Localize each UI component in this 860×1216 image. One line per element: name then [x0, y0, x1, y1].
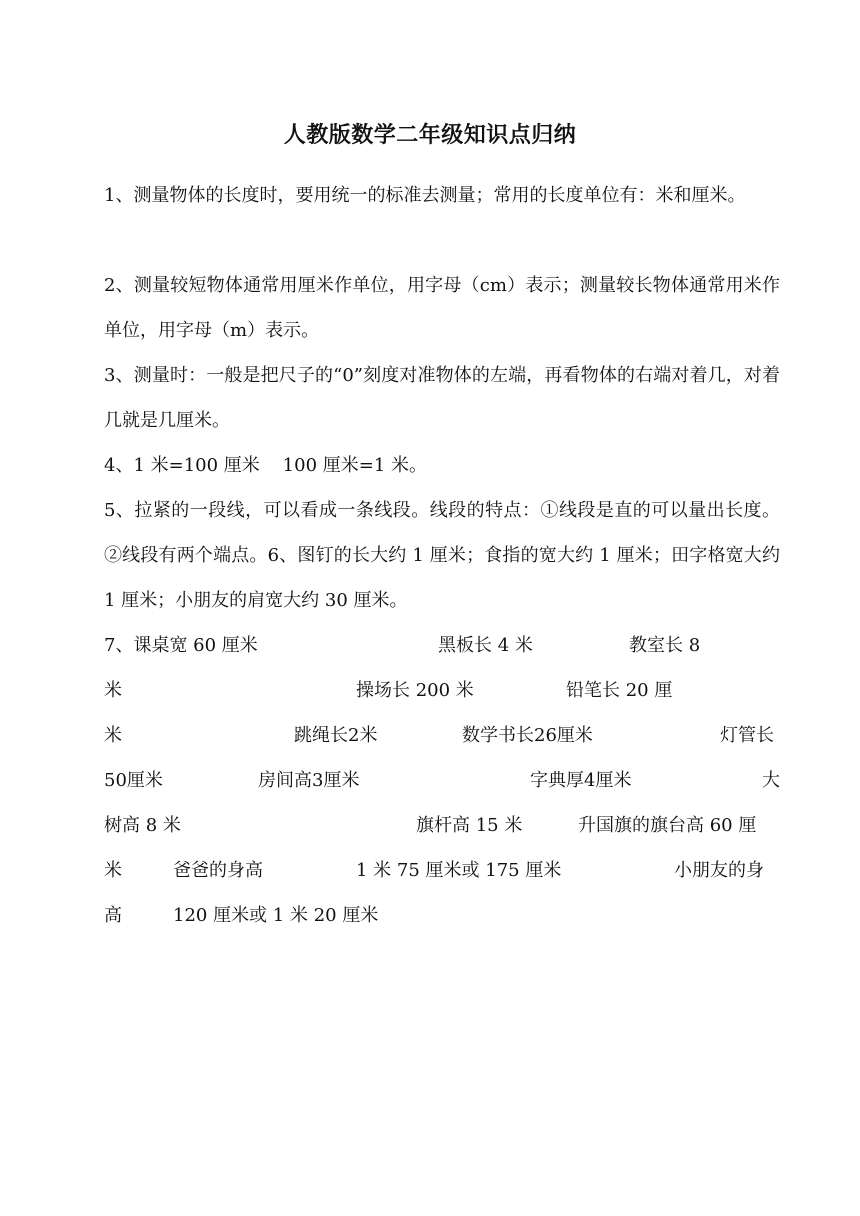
example-item: 旗杆高 15 米	[416, 815, 523, 836]
example-item: 米	[104, 725, 122, 746]
example-item: 灯管长	[720, 725, 774, 746]
example-item: 高	[104, 905, 122, 926]
example-item: 跳绳长2米	[294, 725, 378, 746]
example-item: 120 厘米或 1 米 20 厘米	[173, 905, 379, 926]
paragraph-2: 2、测量较短物体通常用厘米作单位，用字母（cm）表示；测量较长物体通常用米作单位，用字母（m）表示。	[104, 275, 780, 341]
example-item: 树高 8 米	[104, 815, 181, 836]
examples-line-4	[104, 758, 780, 803]
example-item: 字典厚4厘米	[530, 770, 632, 791]
paragraph-5: 5、拉紧的一段线，可以看成一条线段。线段的特点：①线段是直的可以量出长度。②线段有两个端点。6、图钉的长大约 1 厘米；食指的宽大约 1 厘米；田字格宽大约 1 厘米；小朋友的肩宽大约 30 厘米。	[104, 500, 780, 611]
examples-line-2	[104, 668, 780, 713]
examples-line-6	[104, 848, 780, 893]
example-item: 房间高3厘米	[258, 770, 360, 791]
example-item: 操场长 200 米	[356, 680, 474, 701]
examples-line-5	[104, 803, 780, 848]
example-item: 教室长 8	[629, 635, 701, 656]
examples-line-3	[104, 713, 780, 758]
example-item: 大	[762, 770, 780, 791]
paragraph-3: 3、测量时：一般是把尺子的“0”刻度对准物体的左端，再看物体的右端对着几，对着几就是几厘米。	[104, 365, 780, 431]
example-item: 数学书长26厘米	[462, 725, 593, 746]
example-item: 黑板长 4 米	[438, 635, 533, 656]
paragraph-1: 1、测量物体的长度时，要用统一的标准去测量；常用的长度单位有：米和厘米。	[104, 185, 746, 206]
example-item: 爸爸的身高	[173, 860, 263, 881]
example-item: 铅笔长 20 厘	[566, 680, 673, 701]
example-item: 升国旗的旗台高 60 厘	[578, 815, 757, 836]
page-title: 人教版数学二年级知识点归纳	[283, 123, 577, 148]
example-item: 50厘米	[104, 770, 163, 791]
example-item: 米	[104, 680, 122, 701]
example-item: 7、课桌宽 60 厘米	[104, 635, 258, 656]
example-item: 1 米 75 厘米或 175 厘米	[356, 860, 562, 881]
examples-line-7	[104, 893, 780, 938]
example-item: 米	[104, 860, 122, 881]
examples-line-1	[104, 623, 780, 668]
paragraph-4: 4、1 米=100 厘米 100 厘米=1 米。	[104, 455, 428, 476]
example-item: 小朋友的身	[674, 860, 764, 881]
